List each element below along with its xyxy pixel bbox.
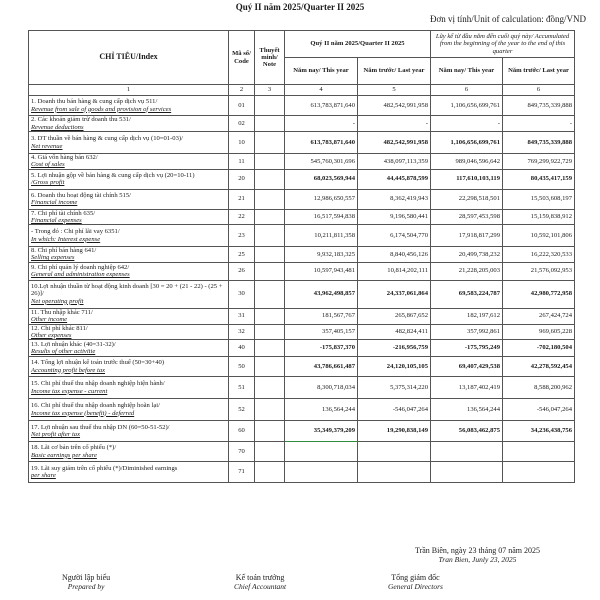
row-code: 23 (229, 225, 255, 247)
row-note (255, 442, 285, 462)
row-label-vi: 5. Lợi nhuận gộp về bán hàng & cung cấp dịch vụ (20=10-11) (31, 171, 195, 179)
row-note (255, 116, 285, 132)
row-code: 31 (229, 308, 255, 324)
row-value-c-ty: 28,597,453,598 (431, 209, 503, 225)
row-value-c-ly: 42,980,772,958 (503, 280, 575, 308)
row-value-c-ty: 357,992,861 (431, 324, 503, 340)
row-note (255, 132, 285, 154)
row-value-q-ly: -546,047,264 (358, 399, 431, 421)
row-label-vi: 4. Giá vốn hàng bán 632/ (31, 154, 98, 161)
row-value-q-ty: 43,786,661,487 (285, 357, 358, 377)
row-value-q-ly: 24,120,105,105 (358, 357, 431, 377)
row-value-c-ly: 10,592,101,806 (503, 225, 575, 247)
row-value-q-ly: 8,840,456,126 (358, 247, 431, 263)
row-value-q-ly: 438,097,113,359 (358, 154, 431, 170)
col-number: 4 (285, 85, 358, 96)
row-indicator (29, 280, 229, 308)
row-code: 71 (229, 462, 255, 483)
row-value-c-ly: 15,159,838,912 (503, 209, 575, 225)
row-label-en: Income tax expense (benefit) - deferred (31, 409, 135, 417)
signature-date (415, 546, 540, 564)
row-value-c-ty: 69,407,429,538 (431, 357, 503, 377)
row-value-q-ly: 19,290,838,149 (358, 421, 431, 442)
row-indicator (29, 377, 229, 399)
row-note (255, 189, 285, 209)
table-row (29, 96, 575, 116)
row-code: 11 (229, 154, 255, 170)
table-row (29, 377, 575, 399)
row-value-c-ly: 80,435,417,159 (503, 169, 575, 189)
row-value-c-ty: 989,046,596,642 (431, 154, 503, 170)
row-value-q-ty: 613,783,871,640 (285, 96, 358, 116)
row-value-q-ty: - (285, 116, 358, 132)
row-value-c-ly (503, 442, 575, 462)
table-row (29, 247, 575, 263)
row-label-en: Results of other activitie (31, 348, 96, 355)
row-label-en: Net operating profit (31, 297, 84, 305)
unit-label: Đơn vị tính/Unit of calculation: đồng/VND (430, 14, 586, 24)
row-value-q-ly: 482,542,991,958 (358, 132, 431, 154)
row-code: 51 (229, 377, 255, 399)
row-value-c-ly: 849,735,339,888 (503, 132, 575, 154)
row-value-q-ly: 9,196,580,441 (358, 209, 431, 225)
row-note (255, 225, 285, 247)
row-label-en: /Gross profit (31, 179, 65, 186)
table-row (29, 169, 575, 189)
col-cumulative-this-year: Năm nay/ This year (431, 58, 503, 85)
row-value-q-ly: 10,814,202,111 (358, 262, 431, 280)
row-value-q-ty: 357,405,157 (285, 324, 358, 340)
row-value-c-ty: -175,795,249 (431, 340, 503, 357)
director-label: Tổng giám đốc (391, 573, 440, 582)
row-note (255, 377, 285, 399)
row-value-q-ly: - (358, 116, 431, 132)
row-value-c-ly: 849,735,339,888 (503, 96, 575, 116)
row-label-vi: - Trong đó : Chi phí lãi vay 6351/ (31, 228, 120, 236)
row-label-vi: 19. Lãi suy giảm trên cổ phiếu (*)/Diminished earnings (31, 464, 178, 472)
row-note (255, 247, 285, 263)
table-row (29, 324, 575, 340)
row-value-c-ty: 56,083,462,875 (431, 421, 503, 442)
row-value-c-ty: 69,583,224,787 (431, 280, 503, 308)
row-label-vi: 2. Các khoản giảm trừ doanh thu 531/ (31, 116, 131, 124)
table-row (29, 462, 575, 483)
row-value-c-ty (431, 442, 503, 462)
table-row (29, 421, 575, 442)
row-indicator (29, 262, 229, 280)
row-code: 50 (229, 357, 255, 377)
row-value-q-ly (358, 462, 431, 483)
row-indicator (29, 357, 229, 377)
row-label-vi: 3. DT thuần về bán hàng & cung cấp dịch vụ (10=01-03)/ (31, 135, 183, 143)
row-label-vi: 7. Chi phí tài chính 635/ (31, 209, 96, 217)
row-indicator (29, 225, 229, 247)
accountant-label: Kế toán trưởng (235, 573, 285, 582)
row-note (255, 324, 285, 340)
row-indicator (29, 308, 229, 324)
row-note (255, 421, 285, 442)
row-note (255, 357, 285, 377)
row-indicator (29, 399, 229, 421)
row-value-q-ly: 265,867,652 (358, 308, 431, 324)
row-value-q-ty: 613,783,871,640 (285, 132, 358, 154)
table-row (29, 262, 575, 280)
row-label-vi: 8. Chi phí bán hàng 641/ (31, 247, 97, 254)
row-value-c-ty: 1,106,656,699,761 (431, 132, 503, 154)
row-indicator (29, 421, 229, 442)
row-value-q-ly (358, 442, 431, 462)
director-signature (388, 573, 443, 591)
row-value-q-ly: 44,445,878,599 (358, 169, 431, 189)
col-number: 1 (29, 85, 229, 96)
row-value-q-ly: 482,824,411 (358, 324, 431, 340)
row-value-q-ty: 10,211,811,358 (285, 225, 358, 247)
row-label-vi: 18. Lãi cơ bản trên cổ phiếu (*)/ (31, 444, 117, 452)
col-cumulative-header: Lũy kế từ đầu năm đến cuối quý này/ Accumulated from the beginning of the year to the end of this quarter (431, 31, 575, 58)
row-value-c-ly: 34,236,438,756 (503, 421, 575, 442)
table-row (29, 357, 575, 377)
table-row (29, 132, 575, 154)
row-code: 52 (229, 399, 255, 421)
row-label-en: Net profit after tax (31, 431, 81, 438)
row-indicator (29, 209, 229, 225)
row-value-q-ty: 12,986,650,557 (285, 189, 358, 209)
row-indicator (29, 169, 229, 189)
col-number: 2 (229, 85, 255, 96)
row-value-c-ty: 182,197,612 (431, 308, 503, 324)
row-value-q-ty: -175,837,370 (285, 340, 358, 357)
row-label-en: Other expenses (31, 331, 72, 339)
row-code: 26 (229, 262, 255, 280)
row-value-c-ty (431, 462, 503, 483)
row-label-vi: 10.Lợi nhuận thuần từ hoạt động kinh doanh [30 = 20 + (21 - 22) - (25 + 26)]/ (31, 283, 223, 298)
row-note (255, 462, 285, 483)
preparer-label-en: Prepared by (67, 582, 105, 591)
row-note (255, 96, 285, 116)
income-statement-table (28, 30, 575, 483)
row-label-vi: 14. Tổng lợi nhuận kế toán trước thuế (50=30+40) (31, 359, 165, 367)
table-row (29, 189, 575, 209)
row-value-q-ty: 35,349,379,209 (285, 421, 358, 442)
row-label-en: Revenue from sale of goods and provision of services (31, 105, 172, 113)
row-code: 20 (229, 169, 255, 189)
row-label-en: Other income (31, 316, 68, 323)
row-value-c-ly: 16,222,320,533 (503, 247, 575, 263)
row-value-q-ly: -216,956,759 (358, 340, 431, 357)
col-quarter-this-year: Năm nay/ This year (285, 58, 358, 85)
row-value-q-ty: 545,760,301,696 (285, 154, 358, 170)
preparer-label: Người lập biểu (62, 573, 111, 582)
row-label-en: per share (31, 472, 56, 479)
report-title: Quý II năm 2025/Quarter II 2025 (235, 2, 365, 12)
row-label-vi: 6. Doanh thu hoạt động tài chính 515/ (31, 191, 131, 199)
row-indicator (29, 462, 229, 483)
row-label-en: Net revenue (31, 142, 63, 150)
table-row (29, 225, 575, 247)
row-value-q-ty (285, 462, 358, 483)
row-code: 30 (229, 280, 255, 308)
row-value-c-ty: 17,918,817,299 (431, 225, 503, 247)
row-value-q-ty: 10,597,943,481 (285, 262, 358, 280)
row-value-c-ly: 15,503,608,197 (503, 189, 575, 209)
row-value-q-ty: 9,932,183,325 (285, 247, 358, 263)
row-note (255, 262, 285, 280)
row-code: 01 (229, 96, 255, 116)
row-code: 32 (229, 324, 255, 340)
row-note (255, 154, 285, 170)
row-label-vi: 17. Lợi nhuận sau thuế thu nhập DN (60=50-51-52)/ (31, 423, 170, 431)
row-value-q-ty (285, 442, 358, 462)
row-value-c-ty: 22,298,518,501 (431, 189, 503, 209)
row-label-en: Cost of sales (31, 161, 65, 169)
row-note (255, 169, 285, 189)
col-code-header: Mã số/ Code (229, 31, 255, 85)
row-code: 70 (229, 442, 255, 462)
col-number: 3 (255, 85, 285, 96)
row-value-c-ly: 267,424,724 (503, 308, 575, 324)
table-row (29, 209, 575, 225)
row-label-vi: 16. Chi phí thuế thu nhập doanh nghiệp hoãn lại/ (31, 402, 160, 410)
row-value-q-ly: 24,337,061,864 (358, 280, 431, 308)
col-number: 5 (358, 85, 431, 96)
row-note (255, 209, 285, 225)
row-indicator (29, 442, 229, 462)
row-label-en: Basic earnings per share (31, 451, 97, 459)
row-note (255, 308, 285, 324)
row-indicator (29, 116, 229, 132)
row-label-en: Revenue deductions (31, 123, 84, 131)
accountant-label-en: Chief Accountant (234, 582, 287, 591)
col-indicator-header: CHỈ TIÊU/Index (29, 31, 229, 85)
signature-date-en: Tran Bien, Junly 23, 2025 (438, 555, 517, 564)
row-value-q-ly: 5,375,314,220 (358, 377, 431, 399)
table-row (29, 308, 575, 324)
row-label-vi: 13. Lợi nhuận khác (40=31-32)/ (31, 340, 116, 348)
row-label-en: Income tax expense - current (31, 387, 108, 395)
preparer-signature (62, 573, 110, 591)
row-label-en: Financial income (31, 199, 78, 206)
row-code: 25 (229, 247, 255, 263)
table-row (29, 116, 575, 132)
row-value-c-ty: 117,610,103,119 (431, 169, 503, 189)
col-cumulative-last-year: Năm trước/ Last year (503, 58, 575, 85)
row-code: 10 (229, 132, 255, 154)
row-indicator (29, 324, 229, 340)
row-indicator (29, 247, 229, 263)
row-indicator (29, 132, 229, 154)
row-value-q-ly: 8,362,419,943 (358, 189, 431, 209)
row-label-en: Financial expenses (31, 216, 82, 224)
row-value-c-ty: 13,187,402,419 (431, 377, 503, 399)
row-note (255, 340, 285, 357)
table-row (29, 442, 575, 462)
row-value-c-ly: 8,588,200,962 (503, 377, 575, 399)
row-label-vi: 12. Chi phí khác 811/ (31, 324, 88, 332)
row-code: 22 (229, 209, 255, 225)
table-row (29, 280, 575, 308)
table-row (29, 340, 575, 357)
row-value-c-ly: 969,605,228 (503, 324, 575, 340)
row-value-c-ly: 21,576,092,953 (503, 262, 575, 280)
col-quarter-header: Quý II năm 2025/Quarter II 2025 (285, 31, 431, 58)
col-number: 6 (503, 85, 575, 96)
accountant-signature (234, 573, 286, 591)
row-code: 60 (229, 421, 255, 442)
table-row (29, 154, 575, 170)
row-value-q-ty: 8,300,718,034 (285, 377, 358, 399)
row-code: 21 (229, 189, 255, 209)
col-number: 6 (431, 85, 503, 96)
row-label-en: In which: Interest expense (31, 235, 101, 243)
row-value-q-ty: 16,517,594,838 (285, 209, 358, 225)
row-value-q-ly: 6,174,504,770 (358, 225, 431, 247)
row-label-vi: 1. Doanh thu bán hàng & cung cấp dịch vụ 511/ (31, 98, 158, 106)
row-indicator (29, 189, 229, 209)
row-indicator (29, 154, 229, 170)
row-value-q-ty: 181,567,767 (285, 308, 358, 324)
row-value-c-ty: - (431, 116, 503, 132)
row-label-en: General and administration expenses (31, 271, 130, 278)
row-value-c-ly: 769,299,922,729 (503, 154, 575, 170)
row-value-c-ly: - (503, 116, 575, 132)
row-value-c-ly: -702,180,504 (503, 340, 575, 357)
row-indicator (29, 96, 229, 116)
row-indicator (29, 340, 229, 357)
row-value-c-ly (503, 462, 575, 483)
row-value-c-ty: 136,564,244 (431, 399, 503, 421)
director-label-en: General Directors (388, 582, 443, 591)
row-value-q-ty: 68,023,569,944 (285, 169, 358, 189)
row-label-en: Accounting profit before tax (31, 366, 106, 374)
row-code: 02 (229, 116, 255, 132)
row-value-c-ly: 42,278,592,454 (503, 357, 575, 377)
signature-date-vi: Trần Biên, ngày 23 tháng 07 năm 2025 (414, 546, 540, 555)
row-note (255, 399, 285, 421)
table-row (29, 399, 575, 421)
row-value-c-ty: 20,499,738,232 (431, 247, 503, 263)
col-quarter-last-year: Năm trước/ Last year (358, 58, 431, 85)
row-value-c-ly: -546,047,264 (503, 399, 575, 421)
row-value-c-ty: 21,228,205,003 (431, 262, 503, 280)
row-value-q-ty: 136,564,244 (285, 399, 358, 421)
row-value-q-ly: 482,542,991,958 (358, 96, 431, 116)
row-code: 40 (229, 340, 255, 357)
row-value-c-ty: 1,106,656,699,761 (431, 96, 503, 116)
row-label-vi: 9. Chi phí quản lý doanh nghiệp 642/ (31, 263, 130, 271)
row-value-q-ty: 43,962,498,857 (285, 280, 358, 308)
row-label-vi: 15. Chi phí thuế thu nhập doanh nghiệp hiện hành/ (31, 380, 165, 388)
col-note-header: Thuyết minh/ Note (255, 31, 285, 85)
row-label-en: Selling expenses (31, 254, 75, 262)
row-label-vi: 11. Thu nhập khác 711/ (31, 308, 93, 316)
row-note (255, 280, 285, 308)
